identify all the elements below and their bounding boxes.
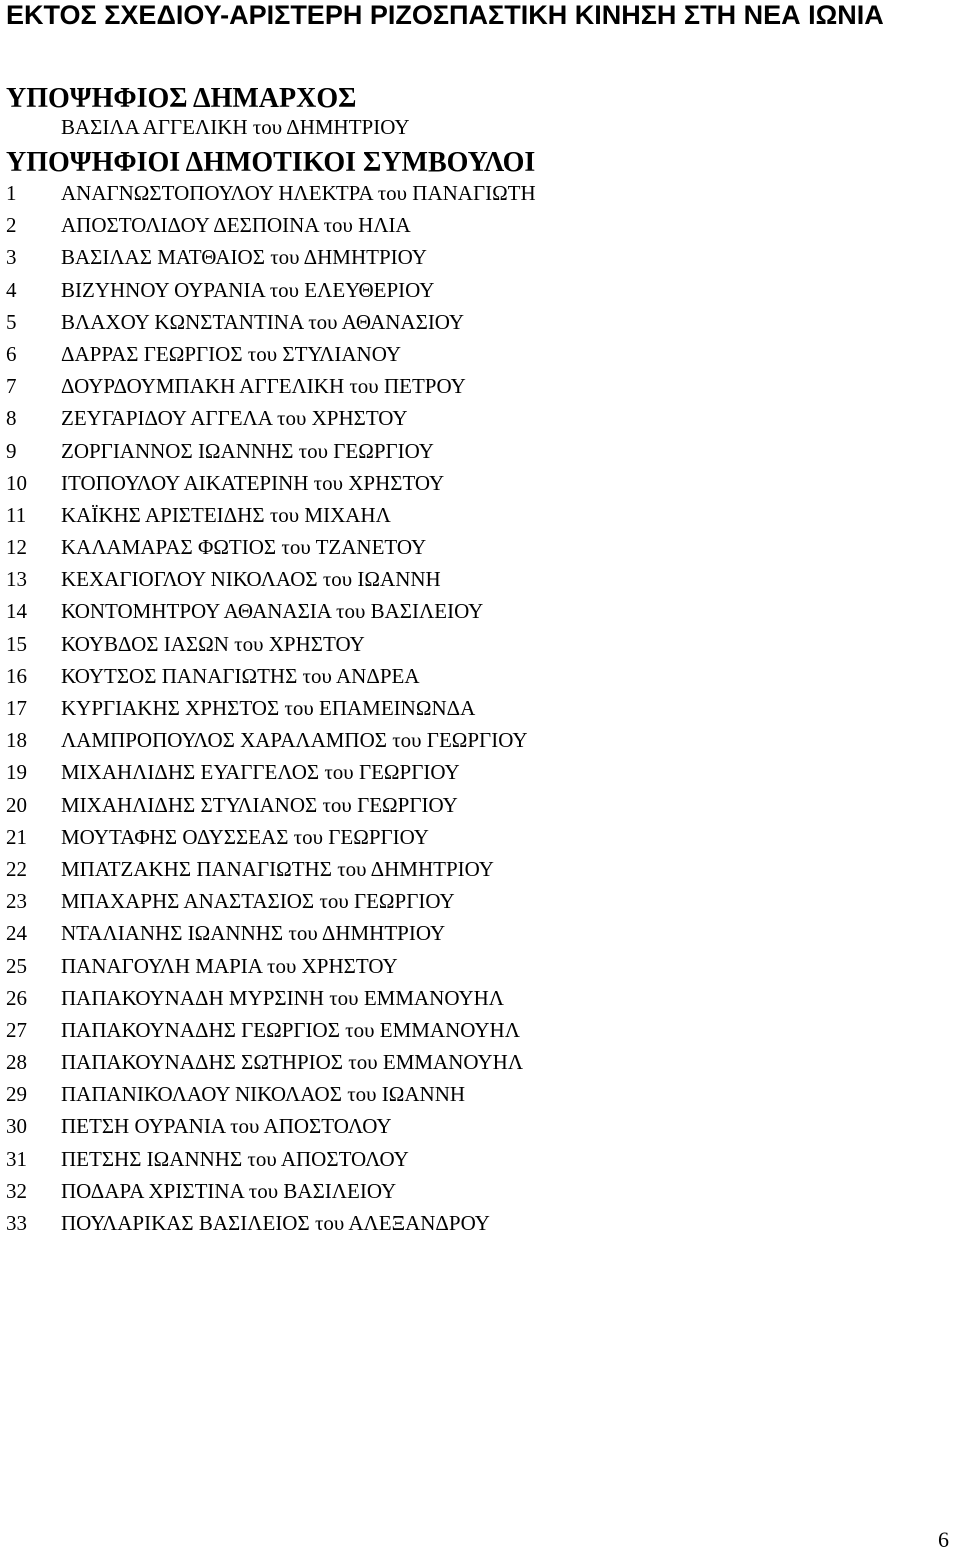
candidate-number: 16 [6,663,27,688]
candidate-number: 14 [6,599,27,624]
candidate-name: ΖΟΡΓΙΑΝΝΟΣ ΙΩΑΝΝΗΣ του ΓΕΩΡΓΙΟΥ [61,438,434,463]
candidate-number: 6 [6,341,17,366]
candidate-number: 24 [6,921,27,946]
candidate-name: ΒΙΖΥΗΝΟΥ ΟΥΡΑΝΙΑ του ΕΛΕΥΘΕΡΙΟΥ [61,277,435,302]
candidate-name: ΚΕΧΑΓΙΟΓΛΟΥ ΝΙΚΟΛΑΟΣ του ΙΩΑΝΝΗ [61,567,441,592]
candidate-name: ΜΙΧΑΗΛΙΔΗΣ ΕΥΑΓΓΕΛΟΣ του ΓΕΩΡΓΙΟΥ [61,760,460,785]
candidate-name: ΔΑΡΡΑΣ ΓΕΩΡΓΙΟΣ του ΣΤΥΛΙΑΝΟΥ [61,341,401,366]
candidate-name: ΠΟΔΑΡΑ ΧΡΙΣΤΙΝΑ του ΒΑΣΙΛΕΙΟΥ [61,1178,397,1203]
candidate-number: 23 [6,889,27,914]
mayor-candidate-name: ΒΑΣΙΛΑ ΑΓΓΕΛΙΚΗ του ΔΗΜΗΤΡΙΟΥ [61,115,410,139]
candidate-number: 27 [6,1017,27,1042]
candidate-name: ΠΟΥΛΑΡΙΚΑΣ ΒΑΣΙΛΕΙΟΣ του ΑΛΕΞΑΝΔΡΟΥ [61,1211,490,1235]
candidate-name: ΚΑΛΑΜΑΡΑΣ ΦΩΤΙΟΣ του ΤΖΑΝΕΤΟΥ [61,535,427,560]
candidate-number: 30 [6,1114,27,1139]
candidate-name: ΖΕΥΓΑΡΙΔΟΥ ΑΓΓΕΛΑ του ΧΡΗΣΤΟΥ [61,406,408,431]
candidate-name: ΝΤΑΛΙΑΝΗΣ ΙΩΑΝΝΗΣ του ΔΗΜΗΤΡΙΟΥ [61,921,446,946]
candidate-number: 3 [6,245,17,270]
candidate-number: 9 [6,438,17,463]
candidate-number: 12 [6,535,27,560]
candidate-name: ΠΕΤΣΗ ΟΥΡΑΝΙΑ του ΑΠΟΣΤΟΛΟΥ [61,1114,392,1139]
council-heading: ΥΠΟΨΗΦΙΟΙ ΔΗΜΟΤΙΚΟΙ ΣΥΜΒΟΥΛΟΙ [6,147,536,178]
candidate-number: 17 [6,696,27,720]
candidate-name: ΚΑΪΚΗΣ ΑΡΙΣΤΕΙΔΗΣ του ΜΙΧΑΗΛ [61,502,391,527]
candidate-number: 32 [6,1178,27,1203]
candidate-name: ΜΠΑΧΑΡΗΣ ΑΝΑΣΤΑΣΙΟΣ του ΓΕΩΡΓΙΟΥ [61,889,455,914]
candidate-number: 33 [6,1211,27,1235]
candidate-name: ΑΝΑΓΝΩΣΤΟΠΟΥΛΟΥ ΗΛΕΚΤΡΑ του ΠΑΝΑΓΙΩΤΗ [61,181,536,205]
candidate-name: ΒΑΣΙΛΑΣ ΜΑΤΘΑΙΟΣ του ΔΗΜΗΤΡΙΟΥ [61,245,427,270]
mayor-heading: ΥΠΟΨΗΦΙΟΣ ΔΗΜΑΡΧΟΣ [6,83,357,114]
candidate-name: ΜΠΑΤΖΑΚΗΣ ΠΑΝΑΓΙΩΤΗΣ του ΔΗΜΗΤΡΙΟΥ [61,856,494,881]
candidate-name: ΚΥΡΓΙΑΚΗΣ ΧΡΗΣΤΟΣ του ΕΠΑΜΕΙΝΩΝΔΑ [61,696,476,720]
candidate-name: ΚΟΝΤΟΜΗΤΡΟΥ ΑΘΑΝΑΣΙΑ του ΒΑΣΙΛΕΙΟΥ [61,599,484,624]
candidate-number: 28 [6,1050,27,1075]
candidate-number: 7 [6,374,17,399]
candidate-name: ΠΑΠΑΝΙΚΟΛΑΟΥ ΝΙΚΟΛΑΟΣ του ΙΩΑΝΝΗ [61,1082,466,1107]
candidate-number: 10 [6,470,27,495]
candidate-name: ΠΑΠΑΚΟΥΝΑΔΗΣ ΓΕΩΡΓΙΟΣ του ΕΜΜΑΝΟΥΗΛ [61,1017,520,1042]
candidate-number: 25 [6,953,27,978]
candidate-name: ΚΟΥΤΣΟΣ ΠΑΝΑΓΙΩΤΗΣ του ΑΝΔΡΕΑ [61,663,420,688]
candidate-name: ΠΕΤΣΗΣ ΙΩΑΝΝΗΣ του ΑΠΟΣΤΟΛΟΥ [61,1146,409,1171]
candidate-name: ΠΑΠΑΚΟΥΝΑΔΗΣ ΣΩΤΗΡΙΟΣ του ΕΜΜΑΝΟΥΗΛ [61,1050,524,1075]
candidate-number: 8 [6,406,17,431]
candidate-number: 22 [6,856,27,881]
candidate-name: ΠΑΝΑΓΟΥΛΗ ΜΑΡΙΑ του ΧΡΗΣΤΟΥ [61,953,398,978]
candidate-name: ΒΛΑΧΟΥ ΚΩΝΣΤΑΝΤΙΝΑ του ΑΘΑΝΑΣΙΟΥ [61,309,465,334]
candidate-number: 21 [6,824,27,849]
candidate-number: 15 [6,631,27,656]
candidate-name: ΠΑΠΑΚΟΥΝΑΔΗ ΜΥΡΣΙΝΗ του ΕΜΜΑΝΟΥΗΛ [61,985,504,1010]
candidate-name: ΔΟΥΡΔΟΥΜΠΑΚΗ ΑΓΓΕΛΙΚΗ του ΠΕΤΡΟΥ [61,374,466,399]
candidate-number: 2 [6,213,17,238]
candidate-number: 26 [6,985,27,1010]
candidate-number: 5 [6,309,17,334]
candidate-name: ΙΤΟΠΟΥΛΟΥ ΑΙΚΑΤΕΡΙΝΗ του ΧΡΗΣΤΟΥ [61,470,445,495]
candidate-number: 13 [6,567,27,592]
candidate-name: ΛΑΜΠΡΟΠΟΥΛΟΣ ΧΑΡΑΛΑΜΠΟΣ του ΓΕΩΡΓΙΟΥ [61,728,528,753]
candidate-name: ΜΟΥΤΑΦΗΣ ΟΔΥΣΣΕΑΣ του ΓΕΩΡΓΙΟΥ [61,824,429,849]
candidate-name: ΜΙΧΑΗΛΙΔΗΣ ΣΤΥΛΙΑΝΟΣ του ΓΕΩΡΓΙΟΥ [61,792,458,817]
candidate-number: 29 [6,1082,27,1107]
candidate-number: 1 [6,181,17,205]
document-title: ΕΚΤΟΣ ΣΧΕΔΙΟΥ-ΑΡΙΣΤΕΡΗ ΡΙΖΟΣΠΑΣΤΙΚΗ ΚΙΝΗΣΗ ΣΤΗ ΝΕΑ ΙΩΝΙΑ [6,0,884,30]
candidate-name: ΑΠΟΣΤΟΛΙΔΟΥ ΔΕΣΠΟΙΝΑ του ΗΛΙΑ [61,213,411,238]
candidate-number: 11 [6,502,27,527]
candidate-number: 18 [6,728,27,753]
candidate-name: ΚΟΥΒΔΟΣ ΙΑΣΩΝ του ΧΡΗΣΤΟΥ [61,631,365,656]
candidate-number: 20 [6,792,27,817]
candidate-number: 4 [6,277,17,302]
candidate-number: 31 [6,1146,27,1171]
candidate-number: 19 [6,760,27,785]
page-number: 6 [938,1527,949,1552]
